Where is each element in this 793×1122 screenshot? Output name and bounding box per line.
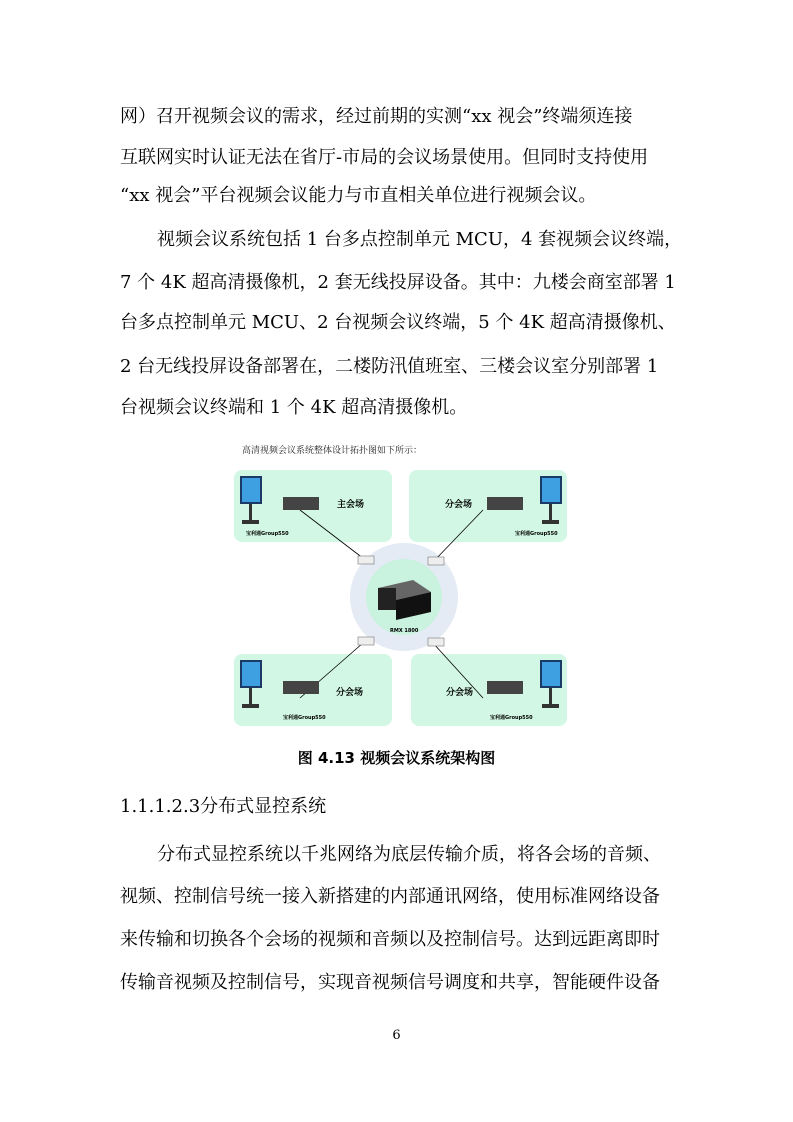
text-line: 2 台无线投屏设备部署在，二楼防汛值班室、三楼会议室分别部署 1 <box>120 356 659 377</box>
figure-title: 高清视频会议系统整体设计拓扑图如下所示： <box>242 446 423 456</box>
section-heading: 1.1.1.2.3分布式显控系统 <box>120 796 327 817</box>
terminal-label: 宝利通Group550 <box>490 715 533 721</box>
sub-site-label: 分会场 <box>446 688 474 698</box>
text-line: 传输音视频及控制信号，实现音视频信号调度和共享，智能硬件设备 <box>120 972 660 993</box>
terminal-label: 宝利通Group550 <box>515 531 558 537</box>
sub-site-label: 分会场 <box>445 500 473 510</box>
text-line: 互联网实时认证无法在省厅-市局的会议场景使用。但同时支持使用 <box>120 147 649 168</box>
mcu-label: RMX 1800 <box>390 628 419 634</box>
page-number: 6 <box>392 1028 401 1043</box>
terminal-label: 宝利通Group550 <box>283 715 326 721</box>
text-line: 视频、控制信号统一接入新搭建的内部通讯网络，使用标准网络设备 <box>120 886 660 907</box>
text-line: 网）召开视频会议的需求，经过前期的实测“xx 视会”终端须连接 <box>120 106 633 127</box>
text-line: “xx 视会”平台视频会议能力与市直相关单位进行视频会议。 <box>120 185 597 206</box>
sub-site-label: 分会场 <box>336 688 364 698</box>
text-line: 分布式显控系统以千兆网络为底层传输介质，将各会场的音频、 <box>157 844 661 865</box>
text-line: 台多点控制单元 MCU、2 台视频会议终端，5 个 4K 超高清摄像机、 <box>120 312 676 333</box>
text-line: 7 个 4K 超高清摄像机，2 套无线投屏设备。其中：九楼会商室部署 1 <box>120 272 676 293</box>
main-site-label: 主会场 <box>337 500 365 510</box>
figure-caption: 图 4.13 视频会议系统架构图 <box>297 749 496 767</box>
topology-diagram <box>228 440 573 730</box>
text-line: 来传输和切换各个会场的视频和音频以及控制信号。达到远距离即时 <box>120 929 660 950</box>
text-line: 视频会议系统包括 1 台多点控制单元 MCU，4 套视频会议终端， <box>157 229 683 250</box>
text-line: 台视频会议终端和 1 个 4K 超高清摄像机。 <box>120 397 468 418</box>
terminal-label: 宝利通Group550 <box>246 531 289 537</box>
